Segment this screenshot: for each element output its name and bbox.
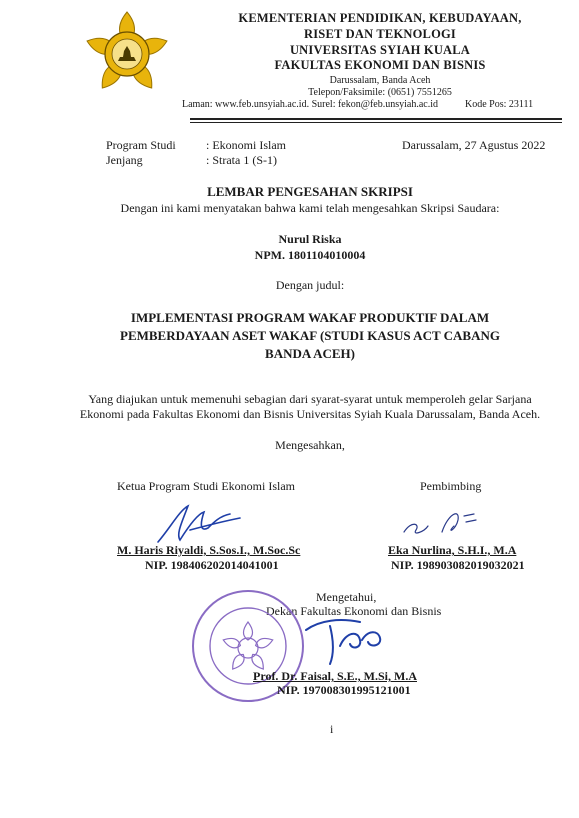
know-text: Mengetahui, — [316, 590, 377, 604]
thesis-title-line-1: IMPLEMENTASI PROGRAM WAKAF PRODUKTIF DALAM — [130, 310, 490, 325]
university-logo — [82, 8, 172, 98]
left-signer-name: M. Haris Riyaldi, S.Sos.I., M.Soc.Sc — [117, 543, 301, 557]
intro-text: Dengan ini kami menyatakan bahwa kami telah mengesahkan Skripsi Saudara: — [120, 201, 500, 215]
thesis-title-line-3: BANDA ACEH) — [265, 346, 355, 361]
header-rule-thin — [190, 122, 562, 123]
letterhead-line-2: RISET DAN TEKNOLOGI — [304, 27, 456, 41]
letterhead-address: Darussalam, Banda Aceh — [329, 75, 431, 86]
judul-label: Dengan judul: — [275, 278, 345, 292]
dean-nip: NIP. 197008301995121001 — [277, 683, 411, 697]
right-signer-nip: NIP. 198903082019032021 — [391, 558, 525, 572]
place-date: Darussalam, 27 Agustus 2022 — [402, 138, 546, 152]
level-label: Jenjang — [106, 153, 143, 167]
document-title: LEMBAR PENGESAHAN SKRIPSI — [207, 184, 413, 199]
left-signer-nip: NIP. 198406202014041001 — [145, 558, 279, 572]
left-signer-role: Ketua Program Studi Ekonomi Islam — [117, 479, 295, 493]
letterhead-phone: Telepon/Faksimile: (0651) 7551265 — [308, 87, 452, 98]
program-label: Program Studi — [106, 138, 176, 152]
letterhead-postal: Kode Pos: 23111 — [465, 99, 534, 110]
purpose-line-2: Ekonomi pada Fakultas Ekonomi dan Bisnis Universitas Syiah Kuala Darussalam, Banda Aceh. — [79, 407, 541, 421]
right-signer-name: Eka Nurlina, S.H.I., M.A — [388, 543, 517, 557]
student-npm: NPM. 1801104010004 — [254, 248, 366, 262]
letterhead-line-4: FAKULTAS EKONOMI DAN BISNIS — [274, 58, 486, 72]
dean-role: Dekan Fakultas Ekonomi dan Bisnis — [266, 604, 442, 618]
purpose-line-1: Yang diajukan untuk memenuhi sebagian dari syarat-syarat untuk memperoleh gelar Sarjana — [88, 392, 532, 406]
letterhead-line-3: UNIVERSITAS SYIAH KUALA — [289, 43, 471, 57]
dean-signature — [300, 606, 390, 668]
level-value: : Strata 1 (S-1) — [206, 153, 277, 167]
letterhead-line-1: KEMENTERIAN PENDIDIKAN, KEBUDAYAAN, — [238, 11, 522, 25]
letterhead-web: Laman: www.feb.unsyiah.ac.id. Surel: fekon@feb.unsyiah.ac.id — [182, 99, 438, 110]
thesis-title-line-2: PEMBERDAYAAN ASET WAKAF (STUDI KASUS ACT CABANG — [120, 328, 500, 343]
page-number: i — [330, 722, 334, 736]
right-signer-role: Pembimbing — [420, 479, 482, 493]
student-name: Nurul Riska — [278, 232, 342, 246]
program-value: : Ekonomi Islam — [206, 138, 286, 152]
approve-text: Mengesahkan, — [275, 438, 345, 452]
right-signature — [398, 502, 488, 542]
header-rule-thick — [190, 118, 562, 120]
dean-name: Prof. Dr. Faisal, S.E., M.Si, M.A — [253, 669, 417, 683]
